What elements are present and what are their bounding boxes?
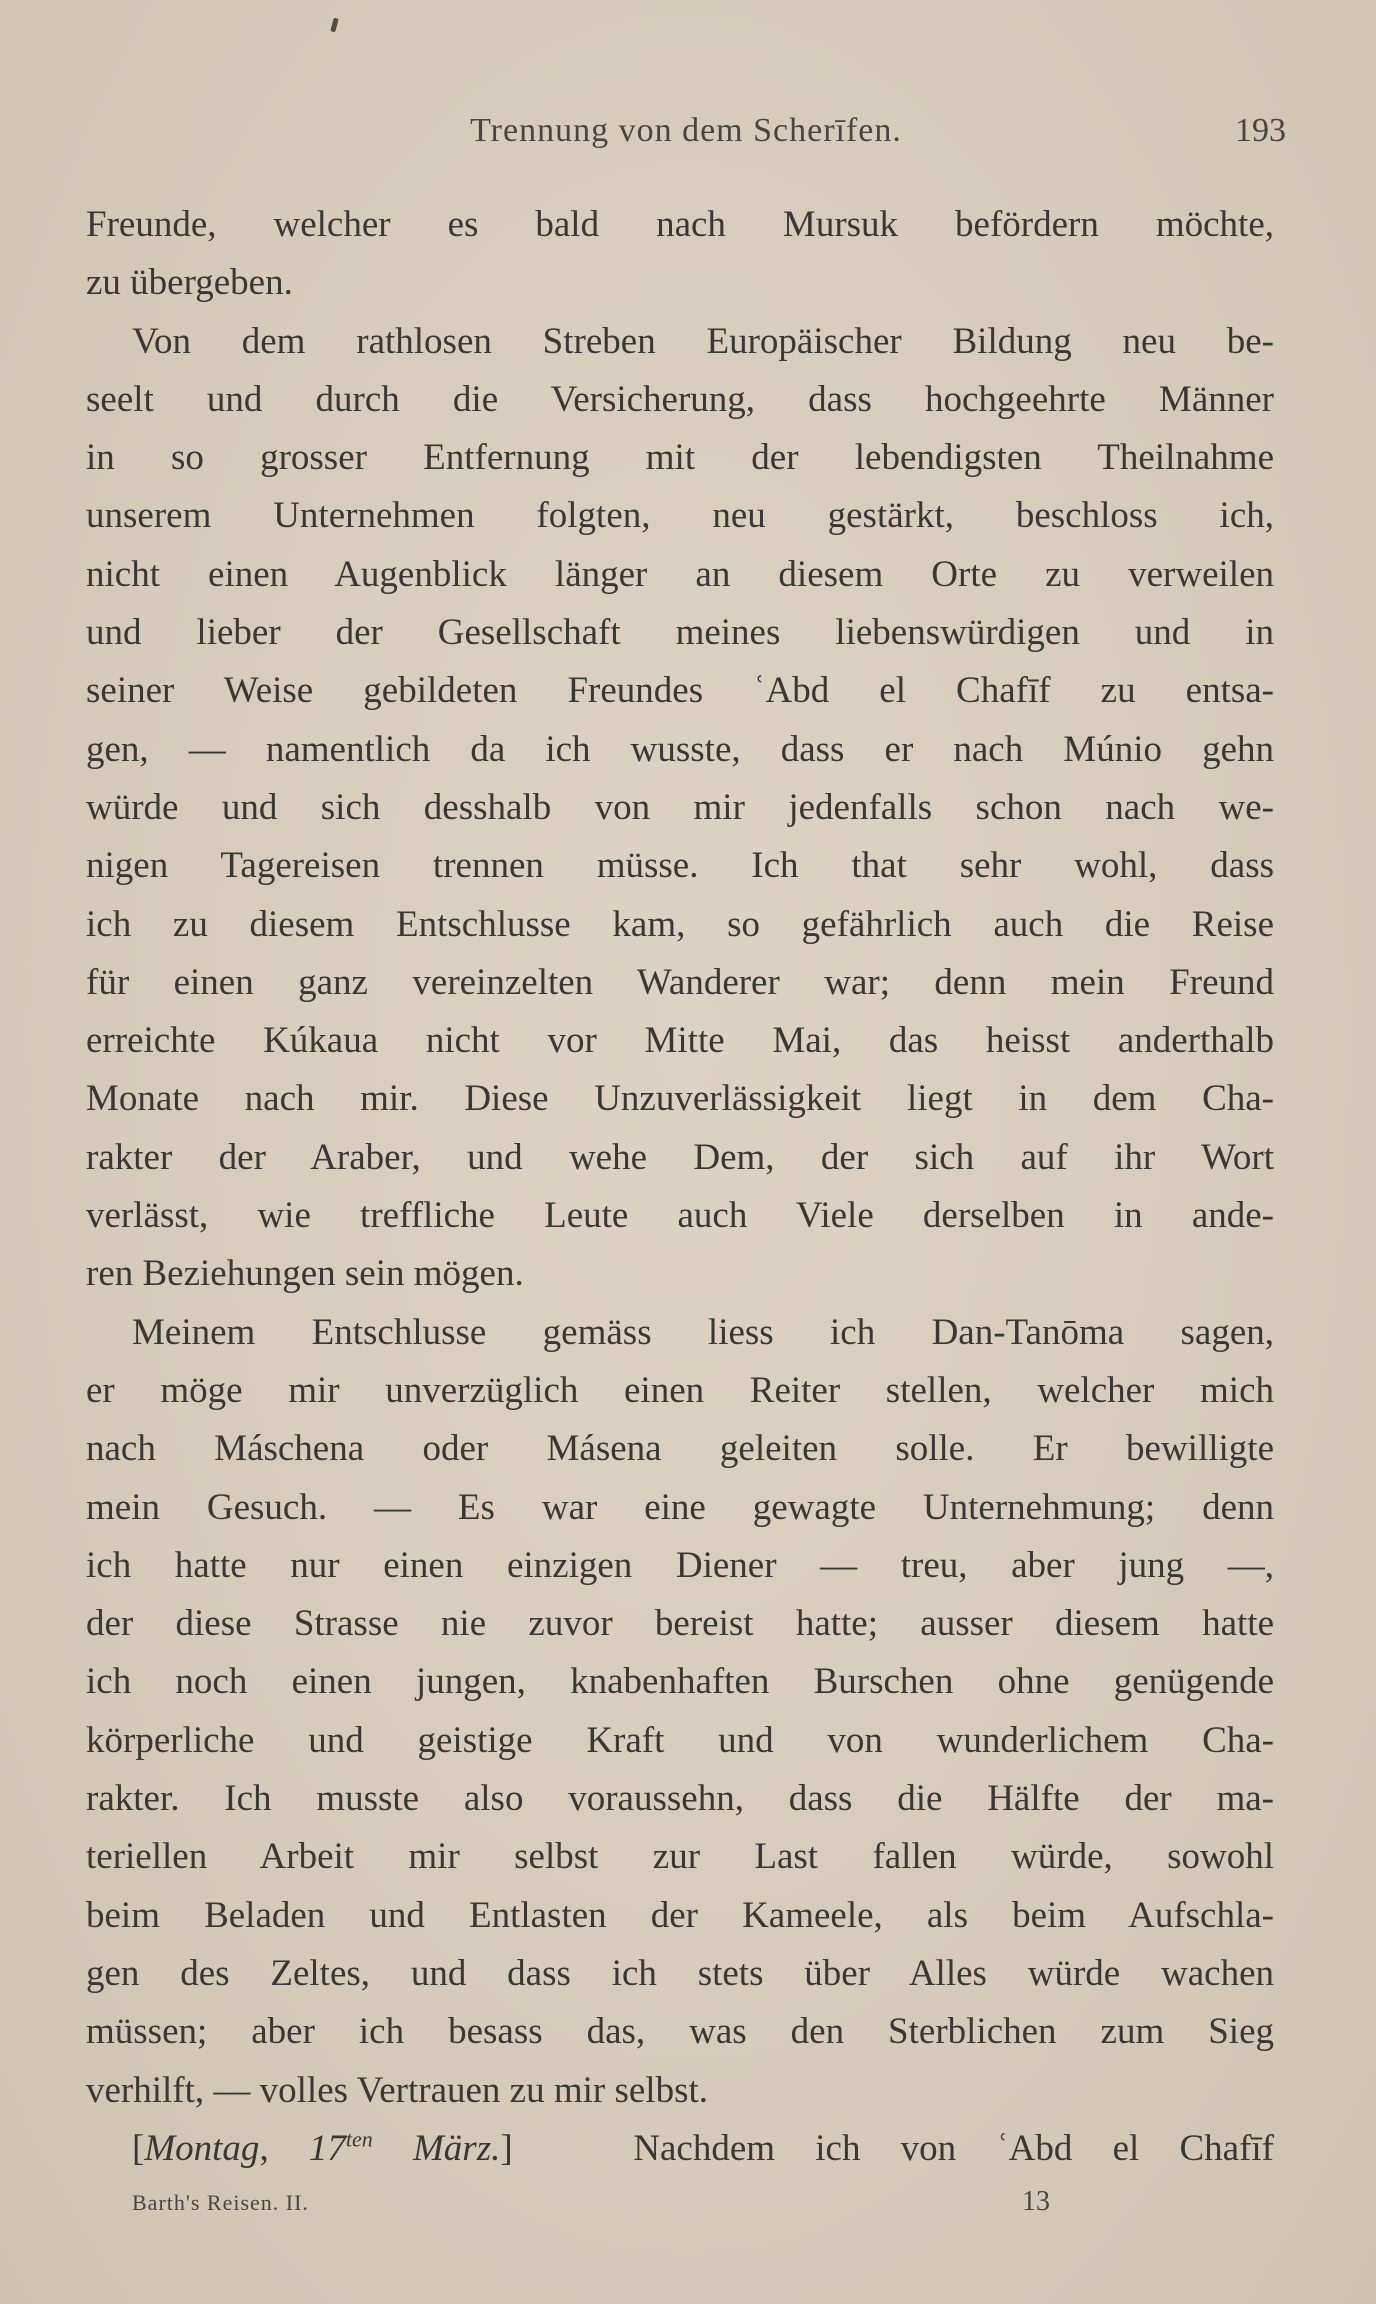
text-line: nicht einen Augenblick länger an diesem Orte zu verweilen xyxy=(86,553,1274,595)
text-line: und lieber der Gesellschaft meines liebenswürdigen und in xyxy=(86,612,1274,654)
text-line: er möge mir unverzüglich einen Reiter stellen, welcher mich xyxy=(86,1369,1274,1411)
text-line: der diese Strasse nie zuvor bereist hatte; ausser diesem hatte xyxy=(86,1603,1274,1645)
page-number: 193 xyxy=(1235,112,1286,149)
date-close-bracket: ] xyxy=(500,2127,513,2169)
text-line: mein Gesuch. — Es war eine gewagte Unternehmung; denn xyxy=(86,1486,1274,1528)
date-superscript: ten xyxy=(345,2126,373,2152)
text-line: ich noch einen jungen, knabenhaften Burschen ohne genügende xyxy=(86,1661,1274,1703)
text-line: Meinem Entschlusse gemäss liess ich Dan-Tanōma sagen, xyxy=(132,1311,1274,1353)
date-line-rest: Nachdem ich von ʿAbd el Chafīf xyxy=(633,2127,1275,2169)
text-line: ich zu diesem Entschlusse kam, so gefährlich auch die Reise xyxy=(86,903,1274,945)
text-line: gen, — namentlich da ich wusste, dass er nach Múnio gehn xyxy=(86,728,1274,770)
text-line: nigen Tagereisen trennen müsse. Ich that sehr wohl, dass xyxy=(86,845,1274,887)
text-line: zu übergeben. xyxy=(86,262,293,304)
text-line: Von dem rathlosen Streben Europäischer Bildung neu be- xyxy=(132,320,1274,362)
text-line: in so grosser Entfernung mit der lebendigsten Theilnahme xyxy=(86,437,1274,479)
body-text xyxy=(86,196,1274,2178)
text-line: Freunde, welcher es bald nach Mursuk befördern möchte, xyxy=(86,204,1274,245)
text-line: unserem Unternehmen folgten, neu gestärkt, beschloss ich, xyxy=(86,495,1274,537)
running-title: Trennung von dem Scherīfen. xyxy=(470,112,902,149)
footer-source: Barth's Reisen. II. xyxy=(132,2190,309,2215)
text-line: rakter. Ich musste also voraussehn, dass die Hälfte der ma- xyxy=(86,1778,1274,1820)
text-line: verlässt, wie treffliche Leute auch Viele derselben in ande- xyxy=(86,1195,1274,1237)
text-line: würde und sich desshalb von mir jedenfalls schon nach we- xyxy=(86,786,1274,828)
text-line: verhilft, — volles Vertrauen zu mir selbst. xyxy=(86,2069,709,2111)
text-line: beim Beladen und Entlasten der Kameele, als beim Aufschla- xyxy=(86,1894,1274,1936)
text-line: müssen; aber ich besass das, was den Sterblichen zum Sieg xyxy=(86,2011,1274,2053)
date-line xyxy=(86,2120,1274,2178)
text-line: teriellen Arbeit mir selbst zur Last fallen würde, sowohl xyxy=(86,1836,1274,1878)
text-line: ich hatte nur einen einzigen Diener — treu, aber jung —, xyxy=(86,1544,1274,1586)
text-line: nach Máschena oder Másena geleiten solle. Er bewilligte xyxy=(86,1428,1274,1470)
text-line: erreichte Kúkaua nicht vor Mitte Mai, das heisst anderthalb xyxy=(86,1020,1274,1062)
date-day: Montag xyxy=(144,2127,260,2169)
text-line: rakter der Araber, und wehe Dem, der sich auf ihr Wort xyxy=(86,1136,1274,1178)
signature-mark: 13 xyxy=(1022,2186,1050,2217)
text-line: seelt und durch die Versicherung, dass hochgeehrte Männer xyxy=(86,378,1274,420)
date-day-number: 17 xyxy=(308,2127,346,2169)
text-line: für einen ganz vereinzelten Wanderer war; denn mein Freund xyxy=(86,961,1274,1003)
date-comma: , xyxy=(259,2127,309,2169)
text-line: Monate nach mir. Diese Unzuverlässigkeit liegt in dem Cha- xyxy=(86,1078,1274,1120)
text-line: körperliche und geistige Kraft und von wunderlichem Cha- xyxy=(86,1719,1274,1761)
ink-speck xyxy=(330,18,338,33)
date-line-spacer xyxy=(513,2128,634,2169)
date-open-bracket: [ xyxy=(132,2127,145,2169)
page-footer xyxy=(132,2186,1252,2230)
date-month: März. xyxy=(372,2127,501,2169)
text-line: seiner Weise gebildeten Freundes ʿAbd el Chafīf zu entsa- xyxy=(86,670,1274,712)
text-line: ren Beziehungen sein mögen. xyxy=(86,1253,524,1295)
running-head xyxy=(86,112,1286,164)
text-line: gen des Zeltes, und dass ich stets über Alles würde wachen xyxy=(86,1952,1274,1994)
